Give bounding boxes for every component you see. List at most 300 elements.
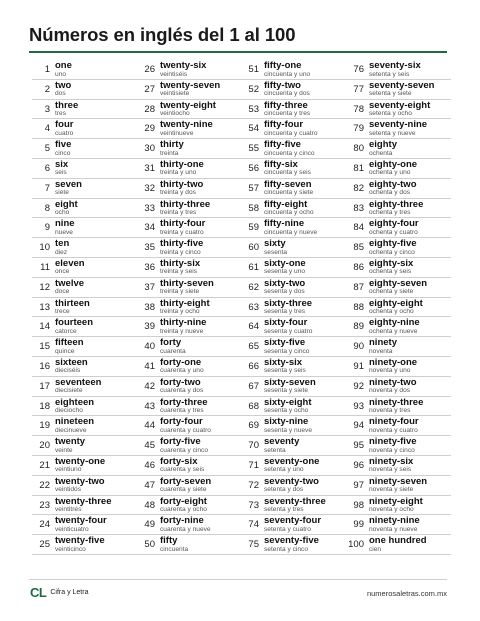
spanish-word: setenta y tres <box>264 506 304 514</box>
english-word: three <box>55 99 79 111</box>
number-digit: 46 <box>144 459 155 471</box>
spanish-word: treinta y cuatro <box>160 228 204 236</box>
english-word: fifty <box>160 535 178 547</box>
spanish-word: cuarenta <box>160 347 186 355</box>
english-word: ninety-three <box>369 396 424 408</box>
number-entry <box>32 60 137 80</box>
english-word: thirty-four <box>160 218 206 230</box>
number-entry <box>241 278 346 298</box>
number-entry <box>346 278 451 298</box>
number-entry <box>137 535 242 555</box>
number-entry <box>137 496 242 516</box>
number-entry <box>346 100 451 120</box>
english-word: seventy-two <box>264 475 319 487</box>
number-digit: 84 <box>353 222 364 234</box>
english-word: two <box>55 79 72 91</box>
english-word: eighty-five <box>369 238 417 250</box>
number-digit: 87 <box>353 281 364 293</box>
spanish-word: noventa <box>369 347 393 355</box>
number-digit: 17 <box>39 380 50 392</box>
number-entry <box>241 317 346 337</box>
spanish-word: setenta <box>264 446 286 454</box>
english-word: seventy-seven <box>369 79 435 91</box>
english-word: ninety-six <box>369 455 414 467</box>
number-entry <box>241 416 346 436</box>
number-digit: 58 <box>248 202 259 214</box>
number-digit: 67 <box>248 380 259 392</box>
spanish-word: sesenta y seis <box>264 367 306 375</box>
number-entry <box>346 159 451 179</box>
spanish-word: cuarenta y nueve <box>160 525 211 533</box>
number-digit: 50 <box>144 539 155 551</box>
spanish-word: cuarenta y ocho <box>160 506 207 514</box>
number-digit: 92 <box>353 380 364 392</box>
number-digit: 99 <box>353 519 364 531</box>
numbers-column <box>137 60 242 555</box>
number-entry <box>346 436 451 456</box>
spanish-word: tres <box>55 110 66 118</box>
spanish-word: cincuenta y cinco <box>264 149 315 157</box>
number-digit: 75 <box>248 539 259 551</box>
spanish-word: cincuenta y dos <box>264 90 310 98</box>
number-entry <box>137 100 242 120</box>
number-digit: 15 <box>39 341 50 353</box>
spanish-word: sesenta y cuatro <box>264 327 313 335</box>
number-entry <box>137 258 242 278</box>
number-entry <box>241 199 346 219</box>
spanish-word: cincuenta y cuatro <box>264 129 318 137</box>
number-digit: 41 <box>144 360 155 372</box>
english-word: sixty <box>264 238 286 250</box>
spanish-word: veintitrés <box>55 506 82 514</box>
english-word: ninety-one <box>369 356 418 368</box>
english-word: forty-five <box>160 436 201 448</box>
number-entry <box>346 456 451 476</box>
english-word: sixty-four <box>264 317 308 329</box>
number-digit: 21 <box>39 459 50 471</box>
english-word: eleven <box>55 257 85 269</box>
spanish-word: cincuenta y siete <box>264 189 314 197</box>
number-digit: 4 <box>44 123 50 135</box>
number-digit: 35 <box>144 242 155 254</box>
number-digit: 89 <box>353 321 364 333</box>
number-digit: 31 <box>144 162 155 174</box>
number-digit: 39 <box>144 321 155 333</box>
english-word: five <box>55 139 72 151</box>
number-digit: 3 <box>44 103 50 115</box>
number-entry <box>32 298 137 318</box>
number-entry <box>32 199 137 219</box>
number-digit: 38 <box>144 301 155 313</box>
spanish-word: sesenta y uno <box>264 268 306 276</box>
english-word: forty-one <box>160 356 202 368</box>
number-entry <box>241 80 346 100</box>
english-word: eighteen <box>55 396 95 408</box>
spanish-word: sesenta <box>264 248 288 256</box>
english-word: ten <box>55 238 70 250</box>
number-entry <box>32 357 137 377</box>
english-word: sixty-seven <box>264 376 316 388</box>
number-entry <box>137 317 242 337</box>
spanish-word: ochenta y nueve <box>369 327 418 335</box>
spanish-word: setenta y uno <box>264 466 304 474</box>
number-digit: 24 <box>39 519 50 531</box>
spanish-word: sesenta y cinco <box>264 347 310 355</box>
english-word: thirty-six <box>160 257 201 269</box>
number-digit: 62 <box>248 281 259 293</box>
spanish-word: nueve <box>55 228 73 236</box>
number-digit: 9 <box>44 222 50 234</box>
number-digit: 36 <box>144 261 155 273</box>
number-entry <box>241 139 346 159</box>
spanish-word: veinte <box>55 446 73 454</box>
spanish-word: treinta y tres <box>160 209 197 217</box>
number-entry <box>241 456 346 476</box>
spanish-word: treinta y siete <box>160 288 200 296</box>
number-entry <box>346 258 451 278</box>
number-entry <box>32 278 137 298</box>
english-word: thirty-nine <box>160 317 207 329</box>
number-digit: 26 <box>144 64 155 75</box>
english-word: ninety <box>369 337 397 349</box>
number-digit: 2 <box>44 83 50 95</box>
english-word: forty-two <box>160 376 201 388</box>
number-entry <box>241 179 346 199</box>
number-digit: 76 <box>353 64 364 75</box>
number-digit: 68 <box>248 400 259 412</box>
number-entry <box>346 199 451 219</box>
english-word: four <box>55 119 74 131</box>
number-digit: 66 <box>248 360 259 372</box>
number-digit: 70 <box>248 440 259 452</box>
number-digit: 73 <box>248 499 259 511</box>
english-word: sixty-two <box>264 277 306 289</box>
number-entry <box>137 278 242 298</box>
english-word: fifty-five <box>264 139 301 151</box>
english-word: eighty-six <box>369 257 414 269</box>
english-word: ninety-eight <box>369 495 423 507</box>
number-digit: 37 <box>144 281 155 293</box>
number-digit: 30 <box>144 143 155 155</box>
number-entry <box>241 60 346 80</box>
english-word: ninety-nine <box>369 515 420 527</box>
english-word: twenty-four <box>55 515 107 527</box>
number-digit: 47 <box>144 479 155 491</box>
number-digit: 60 <box>248 242 259 254</box>
spanish-word: quince <box>55 347 75 355</box>
spanish-word: veintiséis <box>160 70 188 78</box>
number-entry <box>32 337 137 357</box>
number-entry <box>346 357 451 377</box>
spanish-word: cincuenta y uno <box>264 70 311 78</box>
number-entry <box>346 377 451 397</box>
english-word: thirty-five <box>160 238 204 250</box>
spanish-word: cincuenta y ocho <box>264 209 314 217</box>
spanish-word: setenta y cuatro <box>264 525 311 533</box>
number-digit: 83 <box>353 202 364 214</box>
number-digit: 65 <box>248 341 259 353</box>
number-digit: 55 <box>248 143 259 155</box>
english-word: twenty-five <box>55 535 105 547</box>
numbers-column <box>241 60 346 555</box>
logo-text: Cifra y Letra <box>50 589 89 596</box>
spanish-word: ochenta y cinco <box>369 248 415 256</box>
spanish-word: ochenta y uno <box>369 169 411 177</box>
spanish-word: diecisiete <box>55 387 83 395</box>
spanish-word: cien <box>369 545 382 553</box>
spanish-word: sesenta y ocho <box>264 407 309 415</box>
number-entry <box>32 496 137 516</box>
spanish-word: cinco <box>55 149 71 157</box>
english-word: seven <box>55 178 82 190</box>
english-word: fifteen <box>55 337 84 349</box>
english-word: thirteen <box>55 297 90 309</box>
spanish-word: cuarenta y tres <box>160 407 204 415</box>
number-digit: 14 <box>39 321 50 333</box>
number-entry <box>137 476 242 496</box>
number-entry <box>32 139 137 159</box>
number-entry <box>32 416 137 436</box>
number-digit: 53 <box>248 103 259 115</box>
spanish-word: noventa y seis <box>369 466 412 474</box>
number-entry <box>32 218 137 238</box>
number-entry <box>137 159 242 179</box>
spanish-word: noventa y dos <box>369 387 411 395</box>
number-entry <box>241 100 346 120</box>
spanish-word: doce <box>55 288 70 296</box>
number-digit: 5 <box>44 143 50 155</box>
spanish-word: cuarenta y cinco <box>160 446 209 454</box>
number-digit: 19 <box>39 420 50 432</box>
english-word: eighty-seven <box>369 277 428 289</box>
spanish-word: sesenta y nueve <box>264 426 313 434</box>
number-entry <box>241 337 346 357</box>
english-word: forty-four <box>160 416 203 428</box>
english-word: sixteen <box>55 356 88 368</box>
spanish-word: treinta <box>160 149 179 157</box>
english-word: seventy-four <box>264 515 322 527</box>
spanish-word: treinta y seis <box>160 268 198 276</box>
number-digit: 6 <box>44 162 50 174</box>
spanish-word: noventa y cuatro <box>369 426 418 434</box>
english-word: thirty-three <box>160 198 211 210</box>
spanish-word: noventa y nueve <box>369 525 418 533</box>
number-digit: 79 <box>353 123 364 135</box>
english-word: fifty-three <box>264 99 308 111</box>
number-entry <box>32 377 137 397</box>
number-digit: 78 <box>353 103 364 115</box>
spanish-word: treinta y uno <box>160 169 197 177</box>
spanish-word: cuatro <box>55 129 74 137</box>
footer-divider <box>29 579 447 580</box>
number-entry <box>137 179 242 199</box>
numbers-column <box>32 60 137 555</box>
number-digit: 98 <box>353 499 364 511</box>
number-digit: 23 <box>39 499 50 511</box>
number-digit: 61 <box>248 261 259 273</box>
number-entry <box>346 179 451 199</box>
english-word: twelve <box>55 277 85 289</box>
spanish-word: ochenta y ocho <box>369 308 414 316</box>
number-digit: 32 <box>144 182 155 194</box>
english-word: twenty-eight <box>160 99 216 111</box>
number-entry <box>241 357 346 377</box>
number-entry <box>137 436 242 456</box>
english-word: fourteen <box>55 317 93 329</box>
number-entry <box>137 80 242 100</box>
english-word: eighty-one <box>369 158 418 170</box>
number-entry <box>137 60 242 80</box>
number-digit: 81 <box>353 162 364 174</box>
number-digit: 49 <box>144 519 155 531</box>
number-digit: 93 <box>353 400 364 412</box>
spanish-word: ochenta y seis <box>369 268 412 276</box>
english-word: fifty-four <box>264 119 304 131</box>
spanish-word: dos <box>55 90 66 98</box>
spanish-word: ochenta y siete <box>369 288 414 296</box>
number-entry <box>137 298 242 318</box>
english-word: seventy-eight <box>369 99 431 111</box>
english-word: seventy <box>264 436 300 448</box>
english-word: seventy-nine <box>369 119 428 131</box>
number-digit: 74 <box>248 519 259 531</box>
spanish-word: diez <box>55 248 68 256</box>
spanish-word: veinticuatro <box>55 525 89 533</box>
spanish-word: veinticinco <box>55 545 86 553</box>
number-entry <box>241 238 346 258</box>
spanish-word: veintinueve <box>160 129 194 137</box>
english-word: fifty-six <box>264 158 298 170</box>
spanish-word: sesenta y siete <box>264 387 308 395</box>
number-entry <box>32 80 137 100</box>
number-entry <box>137 456 242 476</box>
number-entry <box>241 535 346 555</box>
number-digit: 86 <box>353 261 364 273</box>
number-entry <box>346 515 451 535</box>
number-entry <box>137 238 242 258</box>
number-digit: 34 <box>144 222 155 234</box>
english-word: sixty-three <box>264 297 313 309</box>
spanish-word: ochenta y cuatro <box>369 228 418 236</box>
number-digit: 20 <box>39 440 50 452</box>
english-word: eight <box>55 198 78 210</box>
spanish-word: diecinueve <box>55 426 87 434</box>
number-entry <box>32 456 137 476</box>
number-entry <box>241 436 346 456</box>
number-entry <box>137 357 242 377</box>
english-word: eighty-nine <box>369 317 420 329</box>
number-entry <box>137 515 242 535</box>
english-word: seventy-five <box>264 535 319 547</box>
spanish-word: noventa y siete <box>369 486 414 494</box>
number-digit: 71 <box>248 459 259 471</box>
number-digit: 88 <box>353 301 364 313</box>
english-word: ninety-five <box>369 436 417 448</box>
number-digit: 10 <box>39 242 50 254</box>
number-entry <box>346 218 451 238</box>
number-entry <box>32 476 137 496</box>
spanish-word: treinta y nueve <box>160 327 204 335</box>
spanish-word: trece <box>55 308 70 316</box>
spanish-word: ochenta y tres <box>369 209 411 217</box>
english-word: twenty-seven <box>160 79 221 91</box>
spanish-word: noventa y ocho <box>369 506 414 514</box>
english-word: thirty-eight <box>160 297 210 309</box>
number-entry <box>32 317 137 337</box>
number-digit: 94 <box>353 420 364 432</box>
english-word: sixty-eight <box>264 396 312 408</box>
english-word: eighty-eight <box>369 297 423 309</box>
number-entry <box>346 535 451 555</box>
english-word: forty <box>160 337 182 349</box>
number-digit: 43 <box>144 400 155 412</box>
english-word: thirty-two <box>160 178 204 190</box>
spanish-word: cuarenta y dos <box>160 387 204 395</box>
spanish-word: cuarenta y siete <box>160 486 207 494</box>
number-entry <box>241 119 346 139</box>
spanish-word: veintiocho <box>160 110 190 118</box>
number-digit: 90 <box>353 341 364 353</box>
spanish-word: cincuenta <box>160 545 189 553</box>
english-word: ninety-two <box>369 376 417 388</box>
english-word: thirty <box>160 139 184 151</box>
english-word: sixty-five <box>264 337 306 349</box>
spanish-word: dieciséis <box>55 367 81 375</box>
page-title: Números en inglés del 1 al 100 <box>29 24 296 45</box>
number-entry <box>32 238 137 258</box>
number-digit: 100 <box>348 539 364 551</box>
number-digit: 77 <box>353 83 364 95</box>
spanish-word: ocho <box>55 209 70 217</box>
number-digit: 52 <box>248 83 259 95</box>
english-word: fifty-seven <box>264 178 312 190</box>
spanish-word: setenta y nueve <box>369 129 416 137</box>
number-digit: 64 <box>248 321 259 333</box>
number-entry <box>346 119 451 139</box>
english-word: forty-nine <box>160 515 204 527</box>
number-entry <box>137 218 242 238</box>
english-word: forty-three <box>160 396 208 408</box>
english-word: ninety-seven <box>369 475 428 487</box>
english-word: six <box>55 158 69 170</box>
number-digit: 12 <box>39 281 50 293</box>
spanish-word: sesenta y dos <box>264 288 305 296</box>
number-entry <box>346 80 451 100</box>
number-entry <box>32 119 137 139</box>
english-word: sixty-six <box>264 356 303 368</box>
number-entry <box>241 515 346 535</box>
english-word: forty-seven <box>160 475 212 487</box>
english-word: fifty-nine <box>264 218 305 230</box>
spanish-word: setenta y dos <box>264 486 304 494</box>
english-word: nineteen <box>55 416 95 428</box>
number-digit: 97 <box>353 479 364 491</box>
number-entry <box>346 317 451 337</box>
logo-mark: CL <box>30 585 47 600</box>
english-word: nine <box>55 218 75 230</box>
spanish-word: sesenta y tres <box>264 308 306 316</box>
number-digit: 72 <box>248 479 259 491</box>
number-digit: 33 <box>144 202 155 214</box>
number-digit: 1 <box>44 64 50 75</box>
english-word: fifty-one <box>264 60 302 71</box>
number-entry <box>241 377 346 397</box>
number-entry <box>346 298 451 318</box>
number-digit: 63 <box>248 301 259 313</box>
english-word: one <box>55 60 72 71</box>
spanish-word: setenta y siete <box>369 90 412 98</box>
number-entry <box>241 496 346 516</box>
